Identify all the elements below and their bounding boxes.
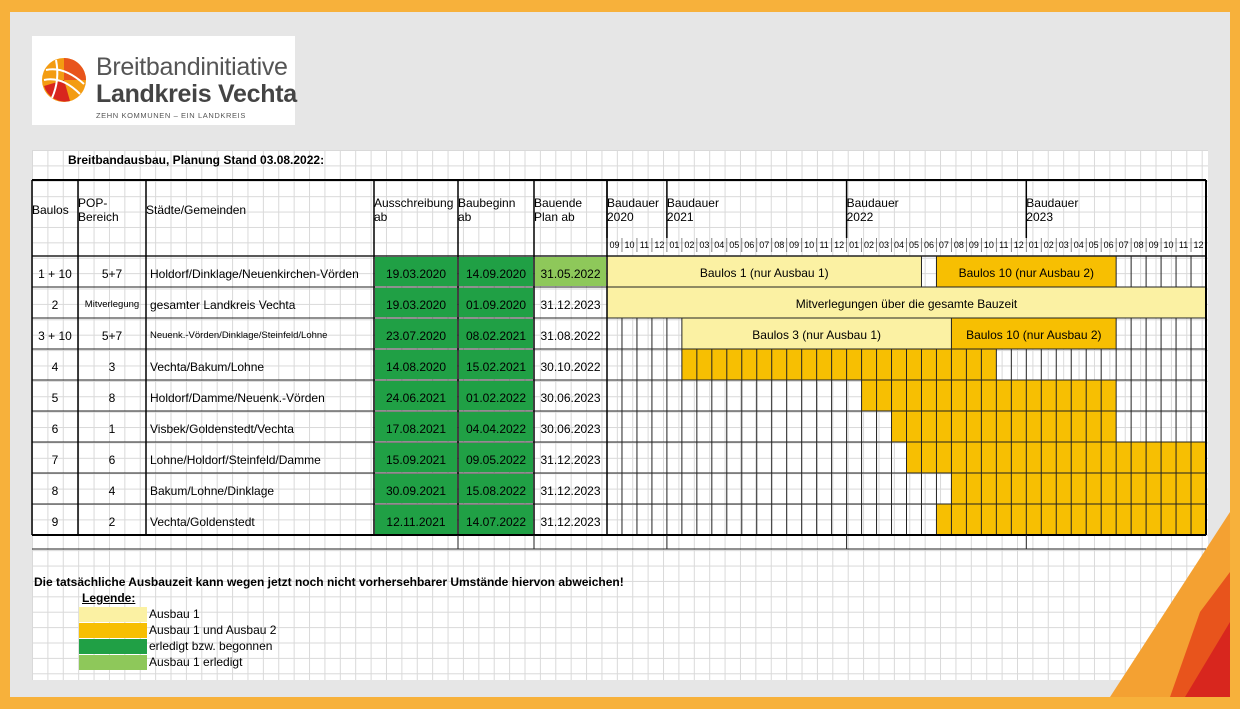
- gantt-label: Baulos 3 (nur Ausbau 1): [752, 328, 882, 342]
- header-month: 03: [879, 240, 890, 250]
- header-month: 03: [699, 240, 710, 250]
- cell-pop: 2: [108, 514, 116, 529]
- gantt-label: Mitverlegungen über die gesamte Bauzeit: [795, 297, 1018, 311]
- header-month: 04: [714, 240, 725, 250]
- legend-label: Ausbau 1 erledigt: [149, 655, 243, 669]
- cell-baulos: 3 + 10: [38, 328, 72, 343]
- cell-baulos: 1 + 10: [38, 266, 72, 281]
- gantt-label: Baulos 1 (nur Ausbau 1): [699, 266, 829, 280]
- cell-staedte: Holdorf/Dinklage/Neuenkirchen-Vörden: [150, 266, 359, 281]
- legend-label: Ausbau 1 und Ausbau 2: [149, 623, 277, 637]
- header-month: 11: [1178, 240, 1189, 250]
- cell-bauende: 31.12.2023: [540, 483, 601, 498]
- cell-ausschreibung: 15.09.2021: [385, 452, 447, 467]
- header-month: 09: [609, 240, 620, 250]
- cell-staedte: Vechta/Bakum/Lohne: [150, 359, 265, 374]
- header-bauende-line: Bauende: [534, 196, 583, 210]
- cell-bauende: 30.10.2022: [540, 359, 601, 374]
- header-year-label: Baudauer: [1026, 196, 1079, 210]
- cell-ausschreibung: 23.07.2020: [385, 328, 447, 343]
- header-month: 02: [1043, 240, 1054, 250]
- header-year-label: Baudauer: [607, 196, 660, 210]
- legend-title: Legende:: [82, 591, 136, 605]
- header-month: 07: [938, 240, 949, 250]
- logo-title: Breitbandinitiative: [96, 53, 288, 81]
- cell-bauende: 30.06.2023: [540, 390, 601, 405]
- cell-pop: 4: [108, 483, 116, 498]
- cell-baulos: 2: [51, 297, 59, 312]
- header-bauende-line: Plan ab: [534, 210, 575, 224]
- header-year-label: Baudauer: [666, 196, 719, 210]
- logo-tagline: ZEHN KOMMUNEN – EIN LANDKREIS: [96, 111, 246, 120]
- header-pop-line: POP-: [78, 196, 108, 210]
- cell-staedte: Neuenk.-Vörden/Dinklage/Steinfeld/Lohne: [150, 329, 328, 341]
- header-month: 08: [1133, 240, 1144, 250]
- cell-ausschreibung: 14.08.2020: [385, 359, 447, 374]
- cell-baubeginn: 01.09.2020: [465, 297, 527, 312]
- cell-ausschreibung: 19.03.2020: [385, 297, 447, 312]
- header-year-label: Baudauer: [846, 196, 899, 210]
- header-month: 12: [834, 240, 845, 250]
- header-year-value: 2023: [1026, 210, 1053, 224]
- cell-ausschreibung: 19.03.2020: [385, 266, 447, 281]
- cell-pop: 6: [108, 452, 116, 467]
- header-month: 04: [893, 240, 904, 250]
- cell-staedte: Lohne/Holdorf/Steinfeld/Damme: [150, 452, 321, 467]
- header-month: 01: [669, 240, 680, 250]
- header-month: 08: [953, 240, 964, 250]
- cell-bauende: 30.06.2023: [540, 421, 601, 436]
- header-month: 06: [923, 240, 934, 250]
- cell-ausschreibung: 24.06.2021: [385, 390, 447, 405]
- header-ausschreibung-line: ab: [374, 210, 388, 224]
- header-month: 02: [684, 240, 695, 250]
- cell-pop: 5+7: [101, 328, 123, 343]
- legend-label: erledigt bzw. begonnen: [149, 639, 273, 653]
- cell-baubeginn: 09.05.2022: [465, 452, 527, 467]
- header-month: 12: [1193, 240, 1204, 250]
- cell-pop: 5+7: [101, 266, 123, 281]
- header-month: 06: [744, 240, 755, 250]
- cell-staedte: Vechta/Goldenstedt: [150, 514, 255, 529]
- cell-baulos: 5: [51, 390, 59, 405]
- logo-subtitle: Landkreis Vechta: [96, 80, 297, 108]
- cell-baubeginn: 08.02.2021: [465, 328, 527, 343]
- header-month: 11: [639, 240, 650, 250]
- header-baubeginn-line: ab: [458, 210, 472, 224]
- header-baubeginn-line: Baubeginn: [458, 196, 516, 210]
- cell-bauende: 31.12.2023: [540, 452, 601, 467]
- header-baulos-text: Baulos: [32, 203, 69, 217]
- cell-baubeginn: 14.07.2022: [465, 514, 527, 529]
- cell-staedte: Holdorf/Damme/Neuenk.-Vörden: [150, 390, 325, 405]
- header-month: 05: [908, 240, 919, 250]
- legend-label: Ausbau 1: [149, 607, 200, 621]
- cell-staedte: Bakum/Lohne/Dinklage: [150, 483, 275, 498]
- gantt-label: Baulos 10 (nur Ausbau 2): [966, 328, 1102, 342]
- gantt-label: Baulos 10 (nur Ausbau 2): [958, 266, 1095, 280]
- cell-bauende: 31.08.2022: [540, 328, 601, 343]
- cell-ausschreibung: 30.09.2021: [385, 483, 447, 498]
- header-month: 01: [1028, 240, 1039, 250]
- header-month: 08: [774, 240, 785, 250]
- header-month: 07: [759, 240, 770, 250]
- disclaimer-note: Die tatsächliche Ausbauzeit kann wegen jetzt noch nicht vorhersehbarer Umstände hiervon abweichen!: [34, 575, 624, 589]
- cell-bauende: 31.12.2023: [540, 514, 601, 529]
- cell-ausschreibung: 17.08.2021: [385, 421, 447, 436]
- cell-baubeginn: 15.08.2022: [465, 483, 527, 498]
- header-month: 10: [1163, 240, 1174, 250]
- header-month: 09: [789, 240, 800, 250]
- header-month: 02: [864, 240, 875, 250]
- header-month: 06: [1103, 240, 1114, 250]
- header-month: 04: [1073, 240, 1084, 250]
- header-ausschreibung-line: Ausschreibung: [374, 196, 454, 210]
- header-month: 05: [729, 240, 740, 250]
- cell-baubeginn: 01.02.2022: [465, 390, 527, 405]
- header-month: 01: [849, 240, 860, 250]
- cell-staedte: Visbek/Goldenstedt/Vechta: [150, 421, 294, 436]
- header-pop-line: Bereich: [78, 210, 119, 224]
- page-frame: [10, 12, 1230, 697]
- header-month: 10: [804, 240, 815, 250]
- cell-pop: 1: [108, 421, 116, 436]
- cell-baulos: 6: [51, 421, 59, 436]
- header-year-value: 2022: [846, 210, 874, 224]
- header-month: 07: [1118, 240, 1129, 250]
- header-month: 10: [983, 240, 994, 250]
- corner-decoration: [10, 12, 1230, 697]
- cell-baubeginn: 04.04.2022: [465, 421, 527, 436]
- cell-baubeginn: 15.02.2021: [465, 359, 527, 374]
- cell-baulos: 7: [51, 452, 59, 467]
- header-month: 09: [968, 240, 979, 250]
- header-month: 11: [999, 240, 1009, 250]
- cell-baulos: 9: [51, 514, 59, 529]
- cell-bauende: 31.12.2023: [540, 297, 601, 312]
- cell-pop: Mitverlegung: [84, 298, 140, 310]
- cell-pop: 3: [108, 359, 116, 374]
- sheet-title: Breitbandausbau, Planung Stand 03.08.2022:: [68, 153, 325, 167]
- header-month: 11: [819, 240, 829, 250]
- header-staedte-text: Städte/Gemeinden: [146, 203, 247, 217]
- header-year-value: 2021: [666, 210, 694, 224]
- cell-pop: 8: [108, 390, 116, 405]
- header-month: 05: [1088, 240, 1099, 250]
- cell-bauende: 31.05.2022: [540, 266, 601, 281]
- cell-ausschreibung: 12.11.2021: [386, 514, 446, 529]
- cell-staedte: gesamter Landkreis Vechta: [150, 297, 296, 312]
- header-month: 12: [1013, 240, 1024, 250]
- cell-baubeginn: 14.09.2020: [465, 266, 527, 281]
- header-month: 09: [1148, 240, 1159, 250]
- header-month: 10: [624, 240, 635, 250]
- header-month: 12: [654, 240, 665, 250]
- cell-baulos: 4: [51, 359, 59, 374]
- header-month: 03: [1058, 240, 1069, 250]
- cell-baulos: 8: [51, 483, 59, 498]
- header-year-value: 2020: [607, 210, 634, 224]
